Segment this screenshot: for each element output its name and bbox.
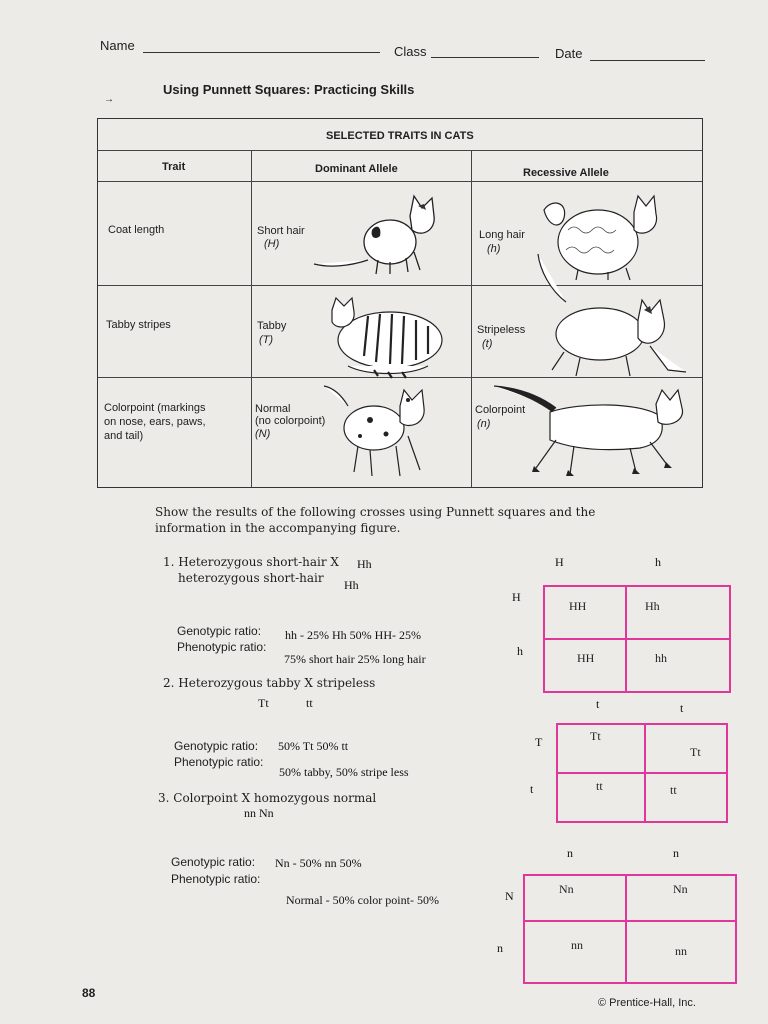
date-line[interactable]	[590, 60, 705, 61]
trait-coat-length: Coat length	[108, 224, 165, 236]
q1-phenotypic-label: Phenotypic ratio:	[177, 640, 267, 654]
q3-phenotypic-label: Phenotypic ratio:	[171, 872, 261, 886]
q3-cell[interactable]: Nn	[673, 882, 688, 896]
dominant-tabby: Tabby	[257, 320, 287, 332]
q3-cell[interactable]: Nn	[559, 882, 574, 896]
page-number: 88	[82, 986, 96, 1000]
trait-colorpoint-line1: Colorpoint (markings	[104, 402, 206, 414]
dominant-short-hair-symbol: (H)	[264, 238, 280, 250]
q1-cell[interactable]: hh	[655, 651, 667, 665]
arrow-icon: →	[104, 94, 114, 105]
instructions-line1: Show the results of the following crosses using Punnett squares and the	[155, 505, 596, 519]
q1-cell[interactable]: Hh	[645, 599, 660, 613]
table-divider	[471, 150, 472, 487]
date-label: Date	[555, 46, 583, 61]
q3-top-allele-1: n	[567, 846, 573, 860]
q1-top-allele-1: H	[555, 555, 564, 569]
q1-parent2: Hh	[344, 578, 359, 592]
page-title: Using Punnett Squares: Practicing Skills	[163, 82, 415, 97]
trait-tabby-stripes: Tabby stripes	[106, 319, 171, 331]
dominant-normal: Normal	[255, 403, 291, 415]
dominant-normal-desc: (no colorpoint)	[255, 415, 326, 427]
q2-cell[interactable]: Tt	[690, 745, 701, 759]
q3-cell[interactable]: nn	[571, 938, 583, 952]
dominant-normal-symbol: (N)	[255, 428, 271, 440]
tabby-cat-icon	[318, 296, 448, 380]
table-heading: SELECTED TRAITS IN CATS	[326, 130, 474, 142]
q1-genotypic-answer[interactable]: hh - 25% Hh 50% HH- 25%	[285, 628, 421, 642]
q1-side-allele-2: h	[517, 644, 523, 658]
q1-parent1: Hh	[357, 557, 372, 571]
trait-colorpoint-line3: and tail)	[104, 430, 144, 442]
short-hair-cat-icon	[310, 186, 450, 278]
q1-top-allele-2: h	[655, 555, 661, 569]
q2-cell[interactable]: tt	[596, 779, 603, 793]
instructions-line2: information in the accompanying figure.	[155, 521, 401, 535]
col-recessive-header: Recessive Allele	[523, 167, 609, 179]
table-divider	[251, 150, 252, 487]
q3-side-allele-1: N	[505, 889, 514, 903]
recessive-long-hair-symbol: (h)	[487, 243, 501, 255]
q1-genotypic-label: Genotypic ratio:	[177, 624, 262, 638]
q3-punnett-square	[523, 874, 737, 984]
normal-cat-icon	[320, 380, 442, 480]
q2-phenotypic-label: Phenotypic ratio:	[174, 755, 264, 769]
q3-genotypic-answer[interactable]: Nn - 50% nn 50%	[275, 856, 362, 870]
q1-phenotypic-answer[interactable]: 75% short hair 25% long hair	[284, 652, 426, 666]
recessive-stripeless-symbol: (t)	[482, 338, 493, 350]
q1-side-allele-1: H	[512, 590, 521, 604]
q2-cell[interactable]: Tt	[590, 729, 601, 743]
q2-side-allele-2: t	[530, 782, 534, 796]
trait-colorpoint-line2: on nose, ears, paws,	[104, 416, 206, 428]
q1-cell[interactable]: HH	[577, 651, 595, 665]
q3-genotypic-label: Genotypic ratio:	[171, 855, 256, 869]
publisher-credit: © Prentice-Hall, Inc.	[598, 997, 696, 1009]
q2-side-allele-1: T	[535, 735, 543, 749]
stripeless-cat-icon	[530, 250, 690, 380]
class-label: Class	[394, 44, 427, 59]
recessive-colorpoint-symbol: (n)	[477, 418, 491, 430]
q1-line1: 1. Heterozygous short-hair X	[163, 555, 339, 569]
q2-genotypic-label: Genotypic ratio:	[174, 739, 259, 753]
table-divider	[98, 150, 702, 151]
q3-parents: nn Nn	[244, 806, 274, 820]
dominant-short-hair: Short hair	[257, 225, 305, 237]
q2-cell[interactable]: tt	[670, 783, 677, 797]
q3-phenotypic-answer[interactable]: Normal - 50% color point- 50%	[286, 893, 439, 907]
q2-phenotypic-answer[interactable]: 50% tabby, 50% stripe less	[279, 765, 409, 779]
q1-line2: heterozygous short-hair	[178, 571, 324, 585]
q2-parent1: Tt	[258, 696, 269, 710]
q2-top-allele-2: t	[680, 701, 684, 715]
class-line[interactable]	[431, 57, 539, 58]
q3-side-allele-2: n	[497, 941, 503, 955]
name-label: Name	[100, 38, 135, 53]
colorpoint-cat-icon	[490, 382, 690, 478]
q3-line1: 3. Colorpoint X homozygous normal	[158, 791, 377, 805]
q2-line1: 2. Heterozygous tabby X stripeless	[163, 676, 376, 690]
col-dominant-header: Dominant Allele	[315, 163, 398, 175]
recessive-stripeless: Stripeless	[477, 324, 526, 336]
q1-punnett-square	[543, 585, 731, 693]
dominant-tabby-symbol: (T)	[259, 334, 274, 346]
q2-punnett-square	[556, 723, 728, 823]
table-divider	[98, 181, 702, 182]
col-trait-header: Trait	[162, 161, 186, 173]
recessive-colorpoint: Colorpoint	[475, 404, 526, 416]
q3-cell[interactable]: nn	[675, 944, 687, 958]
recessive-long-hair: Long hair	[479, 229, 525, 241]
q2-parent2: tt	[306, 696, 313, 710]
q2-genotypic-answer[interactable]: 50% Tt 50% tt	[278, 739, 349, 753]
q1-cell[interactable]: HH	[569, 599, 587, 613]
name-line[interactable]	[143, 52, 380, 53]
q2-top-allele-1: t	[596, 697, 600, 711]
q3-top-allele-2: n	[673, 846, 679, 860]
